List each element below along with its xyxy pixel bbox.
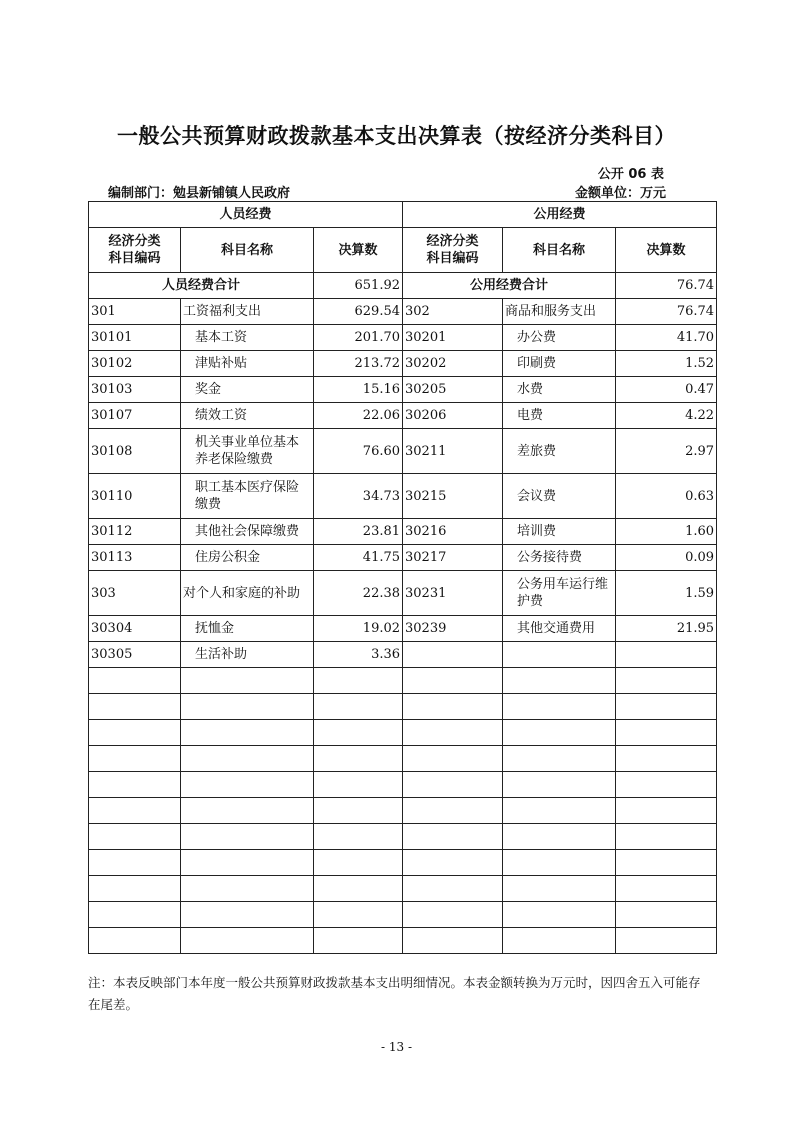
blank-cell [403, 928, 503, 954]
left-name-cell: 奖金 [181, 377, 314, 403]
right-name-cell: 培训费 [503, 519, 616, 545]
left-amount-cell: 213.72 [314, 351, 403, 377]
blank-row [89, 824, 717, 850]
right-amount-cell: 4.22 [616, 403, 717, 429]
blank-cell [616, 694, 717, 720]
blank-cell [616, 824, 717, 850]
personnel-total-label: 人员经费合计 [89, 273, 314, 299]
table-row [89, 474, 717, 519]
left-amount-cell: 23.81 [314, 519, 403, 545]
left-name-cell: 工资福利支出 [181, 299, 314, 325]
blank-cell [181, 876, 314, 902]
blank-cell [616, 876, 717, 902]
right-code-cell: 30239 [403, 616, 503, 642]
public-total-label: 公用经费合计 [403, 273, 616, 299]
blank-cell [403, 876, 503, 902]
personnel-section-header: 人员经费 [89, 202, 403, 228]
left-name-cell: 生活补助 [181, 642, 314, 668]
right-name-cell: 办公费 [503, 325, 616, 351]
right-amount-cell [616, 642, 717, 668]
totals-row [89, 273, 717, 299]
right-amount-cell: 2.97 [616, 429, 717, 474]
left-name-cell: 津贴补贴 [181, 351, 314, 377]
footnote: 注：本表反映部门本年度一般公共预算财政拨款基本支出明细情况。本表金额转换为万元时，因四舍五入可能存在尾差。 [88, 975, 701, 1012]
blank-cell [181, 668, 314, 694]
right-amount-cell: 0.63 [616, 474, 717, 519]
blank-cell [181, 694, 314, 720]
left-name-cell: 绩效工资 [181, 403, 314, 429]
left-amount-cell: 15.16 [314, 377, 403, 403]
right-amount-cell: 1.59 [616, 571, 717, 616]
table-row [89, 545, 717, 571]
blank-cell [89, 694, 181, 720]
blank-cell [503, 928, 616, 954]
blank-cell [503, 694, 616, 720]
left-code-cell: 30112 [89, 519, 181, 545]
right-code-cell: 30217 [403, 545, 503, 571]
left-code-cell: 30113 [89, 545, 181, 571]
column-header-name: 科目名称 [181, 228, 314, 273]
blank-row [89, 902, 717, 928]
left-name-cell: 职工基本医疗保险缴费 [181, 474, 314, 519]
table-row [89, 429, 717, 474]
blank-cell [403, 668, 503, 694]
column-header-code: 经济分类 科目编码 [403, 228, 503, 273]
blank-row [89, 876, 717, 902]
blank-row [89, 772, 717, 798]
blank-cell [503, 772, 616, 798]
column-header-row [89, 228, 717, 273]
blank-cell [89, 746, 181, 772]
left-code-cell: 30110 [89, 474, 181, 519]
blank-cell [314, 798, 403, 824]
blank-cell [314, 902, 403, 928]
blank-cell [403, 694, 503, 720]
right-code-cell: 30202 [403, 351, 503, 377]
blank-cell [403, 772, 503, 798]
table-row [89, 377, 717, 403]
left-name-cell: 住房公积金 [181, 545, 314, 571]
right-code-cell [403, 642, 503, 668]
public-total-value: 76.74 [616, 273, 717, 299]
right-amount-cell: 1.60 [616, 519, 717, 545]
blank-cell [314, 772, 403, 798]
column-header-amount: 决算数 [616, 228, 717, 273]
blank-cell [314, 668, 403, 694]
blank-cell [503, 876, 616, 902]
blank-cell [181, 720, 314, 746]
left-code-cell: 301 [89, 299, 181, 325]
right-name-cell: 差旅费 [503, 429, 616, 474]
right-name-cell: 水费 [503, 377, 616, 403]
table-row [89, 403, 717, 429]
blank-cell [403, 798, 503, 824]
right-name-cell: 公务接待费 [503, 545, 616, 571]
blank-row [89, 850, 717, 876]
left-name-cell: 基本工资 [181, 325, 314, 351]
blank-cell [314, 928, 403, 954]
right-code-cell: 30201 [403, 325, 503, 351]
right-name-cell: 公务用车运行维护费 [503, 571, 616, 616]
left-amount-cell: 22.06 [314, 403, 403, 429]
blank-cell [403, 902, 503, 928]
blank-row [89, 746, 717, 772]
right-amount-cell: 41.70 [616, 325, 717, 351]
department-label: 编制部门：勉县新铺镇人民政府 [108, 186, 291, 201]
right-code-cell: 30206 [403, 403, 503, 429]
blank-cell [616, 928, 717, 954]
left-amount-cell: 41.75 [314, 545, 403, 571]
public-section-header: 公用经费 [403, 202, 717, 228]
personnel-total-value: 651.92 [314, 273, 403, 299]
blank-cell [616, 902, 717, 928]
table-row [89, 616, 717, 642]
left-code-cell: 30101 [89, 325, 181, 351]
unit-label: 金额单位：万元 [574, 186, 666, 201]
expenditure-table [88, 201, 717, 954]
blank-cell [503, 798, 616, 824]
blank-cell [403, 824, 503, 850]
section-header-row [89, 202, 717, 228]
blank-cell [314, 720, 403, 746]
blank-cell [503, 746, 616, 772]
table-row [89, 325, 717, 351]
left-amount-cell: 34.73 [314, 474, 403, 519]
form-number: 公开 06 表 [597, 167, 664, 182]
blank-cell [89, 668, 181, 694]
left-code-cell: 30108 [89, 429, 181, 474]
blank-cell [403, 850, 503, 876]
column-header-amount: 决算数 [314, 228, 403, 273]
left-amount-cell: 201.70 [314, 325, 403, 351]
blank-row [89, 798, 717, 824]
blank-cell [503, 720, 616, 746]
blank-cell [89, 902, 181, 928]
blank-cell [403, 746, 503, 772]
right-amount-cell: 1.52 [616, 351, 717, 377]
blank-cell [314, 876, 403, 902]
blank-cell [181, 772, 314, 798]
blank-cell [181, 824, 314, 850]
blank-cell [181, 798, 314, 824]
blank-cell [181, 850, 314, 876]
right-amount-cell: 76.74 [616, 299, 717, 325]
left-amount-cell: 629.54 [314, 299, 403, 325]
blank-cell [616, 772, 717, 798]
blank-row [89, 694, 717, 720]
left-code-cell: 30102 [89, 351, 181, 377]
blank-cell [89, 772, 181, 798]
left-name-cell: 抚恤金 [181, 616, 314, 642]
left-name-cell: 对个人和家庭的补助 [181, 571, 314, 616]
column-header-code: 经济分类 科目编码 [89, 228, 181, 273]
column-header-name: 科目名称 [503, 228, 616, 273]
blank-cell [503, 824, 616, 850]
blank-cell [89, 850, 181, 876]
table-row [89, 642, 717, 668]
table-row [89, 571, 717, 616]
blank-cell [503, 850, 616, 876]
right-amount-cell: 21.95 [616, 616, 717, 642]
blank-cell [314, 746, 403, 772]
table-row [89, 299, 717, 325]
right-code-cell: 30211 [403, 429, 503, 474]
blank-row [89, 720, 717, 746]
right-code-cell: 30205 [403, 377, 503, 403]
blank-cell [89, 928, 181, 954]
blank-cell [89, 824, 181, 850]
blank-cell [616, 668, 717, 694]
blank-cell [314, 824, 403, 850]
left-amount-cell: 3.36 [314, 642, 403, 668]
right-name-cell: 其他交通费用 [503, 616, 616, 642]
table-row [89, 519, 717, 545]
left-name-cell: 机关事业单位基本养老保险缴费 [181, 429, 314, 474]
right-name-cell: 电费 [503, 403, 616, 429]
right-name-cell [503, 642, 616, 668]
blank-row [89, 928, 717, 954]
blank-cell [616, 720, 717, 746]
blank-cell [314, 850, 403, 876]
left-amount-cell: 19.02 [314, 616, 403, 642]
blank-cell [616, 850, 717, 876]
blank-cell [314, 694, 403, 720]
right-name-cell: 会议费 [503, 474, 616, 519]
left-code-cell: 30304 [89, 616, 181, 642]
left-code-cell: 303 [89, 571, 181, 616]
blank-cell [403, 720, 503, 746]
left-amount-cell: 76.60 [314, 429, 403, 474]
blank-cell [181, 902, 314, 928]
right-code-cell: 30215 [403, 474, 503, 519]
blank-cell [616, 798, 717, 824]
left-code-cell: 30305 [89, 642, 181, 668]
blank-cell [181, 928, 314, 954]
left-name-cell: 其他社会保障缴费 [181, 519, 314, 545]
blank-cell [503, 902, 616, 928]
right-amount-cell: 0.47 [616, 377, 717, 403]
page-number: - 13 - [380, 1040, 412, 1054]
left-code-cell: 30107 [89, 403, 181, 429]
table-row [89, 351, 717, 377]
blank-row [89, 668, 717, 694]
page-title: 一般公共预算财政拨款基本支出决算表（按经济分类科目） [117, 124, 676, 148]
blank-cell [503, 668, 616, 694]
right-code-cell: 30231 [403, 571, 503, 616]
blank-cell [89, 798, 181, 824]
left-code-cell: 30103 [89, 377, 181, 403]
right-code-cell: 30216 [403, 519, 503, 545]
blank-cell [616, 746, 717, 772]
right-amount-cell: 0.09 [616, 545, 717, 571]
blank-cell [89, 876, 181, 902]
blank-cell [181, 746, 314, 772]
blank-cell [89, 720, 181, 746]
left-amount-cell: 22.38 [314, 571, 403, 616]
right-name-cell: 印刷费 [503, 351, 616, 377]
right-code-cell: 302 [403, 299, 503, 325]
right-name-cell: 商品和服务支出 [503, 299, 616, 325]
